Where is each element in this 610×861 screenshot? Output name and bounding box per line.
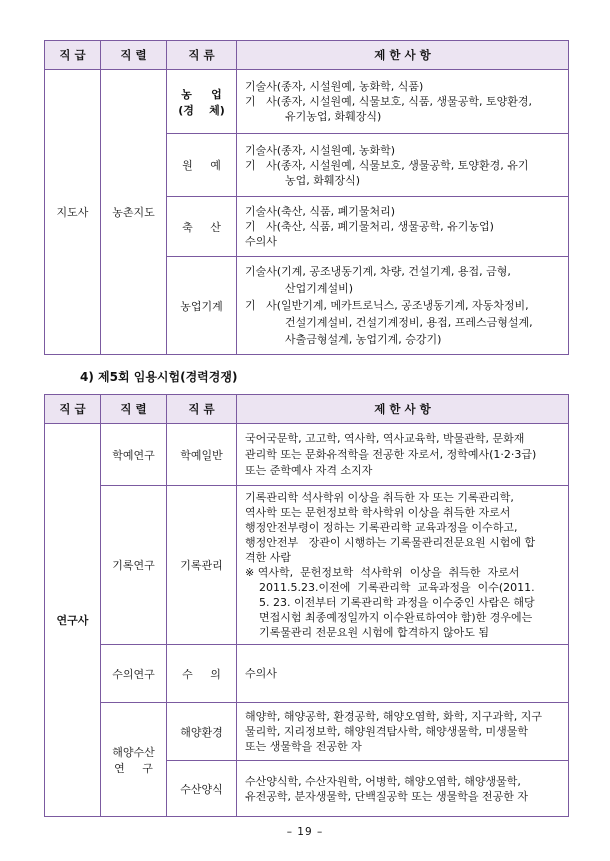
grade-cell: 지도사 <box>45 70 101 355</box>
restriction-line: 기 사(일반기계, 메카트로닉스, 공조냉동기계, 자동차정비, <box>245 299 529 312</box>
restriction-line: 기 사(축산, 식품, 폐기물처리, 생물공학, 유기농업) <box>245 220 494 233</box>
restriction-line: 수의사 <box>245 667 277 680</box>
class-cell: 수산양식 <box>167 761 237 817</box>
series-line: 해양수산 <box>112 745 155 759</box>
restriction-cell <box>237 70 569 134</box>
restriction-line: 관리학 또는 문화유적학을 전공한 자로서, 정학예사(1·2·3급) <box>245 447 537 461</box>
restriction-line: 농업, 화훼장식) <box>285 173 361 187</box>
header-series: 직 렬 <box>101 395 167 424</box>
series-cell: 학예연구 <box>101 424 167 486</box>
restriction-line: 유전공학, 분자생물학, 단백질공학 또는 생물학을 전공한 자 <box>245 789 528 803</box>
class-cell: 학예일반 <box>167 424 237 486</box>
series-cell <box>101 703 167 817</box>
restriction-table-1 <box>44 40 569 355</box>
class-cell <box>167 70 237 134</box>
restriction-line: 행정안전부령이 정하는 기록관리학 교육과정을 이수하고, <box>245 521 518 534</box>
series-cell: 수의연구 <box>101 645 167 703</box>
restriction-cell <box>237 424 569 486</box>
restriction-line: 행정안전부 장관이 시행하는 기록물관리전문요원 시험에 합 <box>245 536 536 549</box>
header-restriction: 제 한 사 항 <box>237 395 569 424</box>
class-cell: 농업기계 <box>167 257 237 355</box>
restriction-line: 기술사(기계, 공조냉동기계, 차량, 건설기계, 용접, 금형, <box>245 265 511 278</box>
restriction-cell <box>237 486 569 645</box>
restriction-cell <box>237 134 569 197</box>
restriction-line: 또는 생물학을 전공한 자 <box>245 740 362 753</box>
restriction-cell <box>237 197 569 257</box>
series-line: 연 구 <box>114 761 153 775</box>
table-header-row <box>45 41 569 70</box>
page-number: – 19 – <box>286 826 324 838</box>
restriction-line: 건설기계설비, 건설기계정비, 용접, 프레스금형설계, <box>285 316 533 329</box>
table-row <box>45 70 569 134</box>
restriction-line: 기술사(종자, 시설원예, 농화학) <box>245 143 396 157</box>
class-cell: 수 의 <box>167 645 237 703</box>
restriction-line: 기술사(종자, 시설원예, 농화학, 식품) <box>245 80 424 93</box>
restriction-line: 해양학, 해양공학, 환경공학, 해양오염학, 화학, 지구과학, 지구 <box>245 710 542 723</box>
class-cell: 해양환경 <box>167 703 237 761</box>
restriction-line: 기술사(축산, 식품, 폐기물처리) <box>245 205 396 218</box>
table-row <box>45 424 569 486</box>
restriction-line: 기록관리학 석사학위 이상을 취득한 자 또는 기록관리학, <box>245 491 514 504</box>
class-cell: 원 예 <box>167 134 237 197</box>
note-line: 기록물관리 전문요원 시험에 합격하지 않아도 됨 <box>259 626 490 639</box>
note-line: 면접시험 최종예정일까지 이수완료하여야 함)한 경우에는 <box>259 611 533 624</box>
class-cell: 기록관리 <box>167 486 237 645</box>
restriction-line: 수산양식학, 수산자원학, 어병학, 해양오염학, 해양생물학, <box>245 774 521 788</box>
note-line: 2011.5.23.이전에 기록관리학 교육과정을 이수(2011. <box>259 581 535 594</box>
table-row <box>45 486 569 645</box>
series-cell: 농촌지도 <box>101 70 167 355</box>
header-class: 직 류 <box>167 395 237 424</box>
restriction-cell <box>237 645 569 703</box>
class-line: 농 업 <box>181 87 222 101</box>
section-heading: 4) 제5회 임용시험(경력경쟁) <box>80 370 238 384</box>
table-row <box>45 703 569 761</box>
restriction-line: 물리학, 지리정보학, 해양원격탐사학, 해양생물학, 미생물학 <box>245 725 528 738</box>
header-restriction: 제 한 사 항 <box>237 41 569 70</box>
restriction-line: 격한 사람 <box>245 551 292 564</box>
note-line: 5. 23. 이전부터 기록관리학 과정을 이수중인 사람은 해당 <box>259 596 535 609</box>
restriction-line: 기 사(종자, 시설원예, 식물보호, 생물공학, 토양환경, 유기 <box>245 158 529 172</box>
header-series: 직 렬 <box>101 41 167 70</box>
table-row <box>45 645 569 703</box>
series-cell: 기록연구 <box>101 486 167 645</box>
class-line: (경 체) <box>178 103 225 117</box>
restriction-line: 산업기계설비) <box>285 282 354 295</box>
restriction-line: 기 사(종자, 시설원예, 식물보호, 식품, 생물공학, 토양환경, <box>245 95 533 108</box>
restriction-cell <box>237 761 569 817</box>
restriction-cell <box>237 257 569 355</box>
table-header-row <box>45 395 569 424</box>
restriction-line: 역사학 또는 문헌정보학 학사학위 이상을 취득한 자로서 <box>245 506 511 519</box>
note-line: ※ 역사학, 문헌정보학 석사학위 이상을 취득한 자로서 <box>245 566 520 579</box>
header-class: 직 류 <box>167 41 237 70</box>
restriction-line: 사출금형설계, 농업기계, 승강기) <box>285 333 442 346</box>
restriction-line: 국어국문학, 고고학, 역사학, 역사교육학, 박물관학, 문화재 <box>245 431 525 445</box>
class-cell: 축 산 <box>167 197 237 257</box>
restriction-line: 또는 준학예사 자격 소지자 <box>245 463 373 477</box>
header-grade: 직 급 <box>45 41 101 70</box>
grade-cell: 연구사 <box>45 424 101 817</box>
restriction-line: 수의사 <box>245 235 277 248</box>
restriction-line: 유기농업, 화훼장식) <box>285 110 382 123</box>
header-grade: 직 급 <box>45 395 101 424</box>
restriction-cell <box>237 703 569 761</box>
restriction-table-2 <box>44 394 569 817</box>
